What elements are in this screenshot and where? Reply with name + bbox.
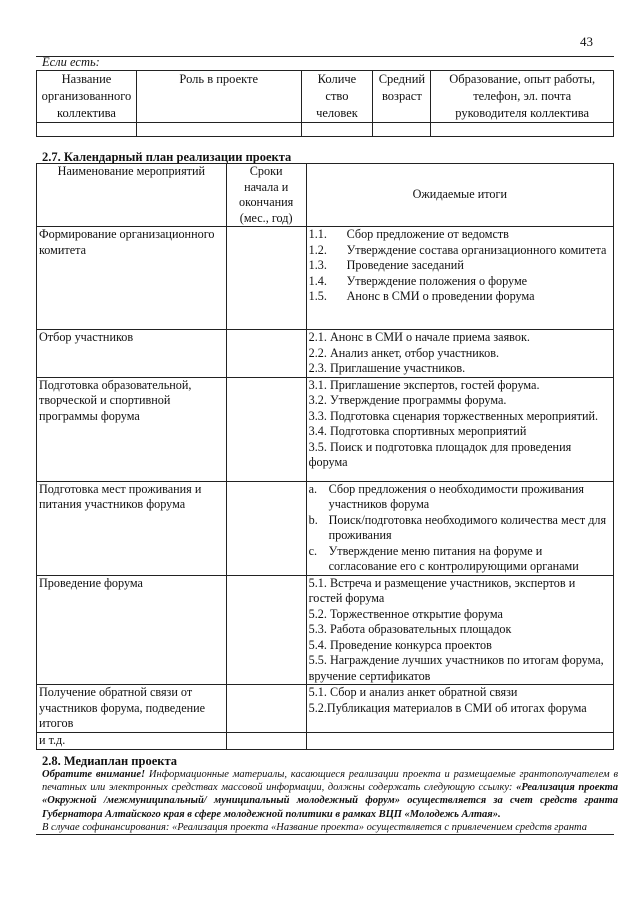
plan-row	[37, 733, 614, 750]
plan-row	[37, 227, 614, 330]
results-cell: 5.1. Встреча и размещение участников, экспертов и гостей форума 5.2. Торжественное открытие форума 5.3. Работа образовательных площадок 5.4. Проведение конкурса проектов 5.5. Награждение лучших участников по итогам форума, вручение сертификатов	[306, 575, 613, 685]
plan-row	[37, 575, 614, 685]
results-cell: 1.1. Сбор предложение от ведомств 1.2. Утверждение состава организационного комитета 1.3. Проведение заседаний 1.4. Утверждение положения о форуме 1.5. Анонс в СМИ о проведении форума	[306, 227, 613, 330]
section-27-title: 2.7. Календарный план реализации проекта	[42, 150, 292, 164]
note-body: Информационные материалы, касающиеся реализации проекта и размещаемые грантополучателем в печатных или электронных средствах массовой информации, должны содержать следующую ссылку:	[42, 769, 618, 794]
top-divider	[36, 56, 614, 57]
event-cell: Отбор участников	[37, 330, 227, 378]
dates-cell	[226, 733, 306, 750]
dates-cell	[226, 330, 306, 378]
if-exists-label: Если есть:	[42, 55, 100, 69]
results-cell: 2.1. Анонс в СМИ о начале приема заявок. 2.2. Анализ анкет, отбор участников. 2.3. Приглашение участников.	[306, 330, 613, 378]
dates-cell	[226, 377, 306, 481]
header-age: Средний возраст	[373, 71, 431, 123]
header-leader-info: Образование, опыт работы, телефон, эл. почта руководителя коллектива	[431, 71, 614, 123]
collective-table	[36, 70, 614, 137]
note-lead: Обратите внимание!	[42, 769, 146, 780]
collective-header-row	[37, 71, 614, 123]
event-cell: Проведение форума	[37, 575, 227, 685]
collective-empty-row	[37, 123, 614, 137]
results-cell: 3.1. Приглашение экспертов, гостей форума. 3.2. Утверждение программы форума. 3.3. Подготовка сценария торжественных мероприятий. 3.4. Подготовка спортивных мероприятий 3.5. Поиск и подготовка площадок для проведения форума	[306, 377, 613, 481]
header-role: Роль в проекте	[136, 71, 301, 123]
page-number: 43	[580, 34, 593, 49]
bottom-divider	[36, 834, 614, 835]
header-results: Ожидаемые итоги	[306, 164, 613, 227]
results-cell	[306, 733, 613, 750]
event-cell: Получение обратной связи от участников форума, подведение итогов	[37, 685, 227, 733]
event-cell: Подготовка образовательной, творческой и спортивной программы форума	[37, 377, 227, 481]
header-dates: Сроки начала и окончания (мес., год)	[226, 164, 306, 227]
results-cell: 5.1. Сбор и анализ анкет обратной связи 5.2.Публикация материалов в СМИ об итогах форума	[306, 685, 613, 733]
header-event: Наименование мероприятий	[37, 164, 227, 227]
media-note	[42, 768, 618, 834]
results-cell: a. Сбор предложения о необходимости проживания участников форума b. Поиск/подготовка необходимого количества мест для проживания c. Утверждение меню питания на форуме и согласование его с контролирующими органами	[306, 481, 613, 575]
plan-row	[37, 685, 614, 733]
event-cell: и т.д.	[37, 733, 227, 750]
dates-cell	[226, 575, 306, 685]
plan-header-row	[37, 164, 614, 227]
note-cofinancing: В случае софинансирования: «Реализация проекта «Название проекта» осуществляется с привлечением средств гранта	[42, 821, 588, 833]
dates-cell	[226, 481, 306, 575]
plan-row	[37, 377, 614, 481]
plan-table	[36, 163, 614, 750]
dates-cell	[226, 685, 306, 733]
plan-row	[37, 481, 614, 575]
plan-row	[37, 330, 614, 378]
event-cell: Формирование организационного комитета	[37, 227, 227, 330]
event-cell: Подготовка мест проживания и питания участников форума	[37, 481, 227, 575]
header-collective-name: Название организованного коллектива	[37, 71, 137, 123]
note-quote: «Реализация проекта «Окружной /межмуниципальный/ муниципальный молодежный форум» осуществляется за счет средств гранта Губернатора Алтайского края в сфере молодежной политики в рамках ВЦП «Молодежь Алтая».	[42, 782, 619, 820]
section-28-title: 2.8. Медиаплан проекта	[42, 754, 177, 768]
dates-cell	[226, 227, 306, 330]
header-count: Количе ство человек	[301, 71, 373, 123]
